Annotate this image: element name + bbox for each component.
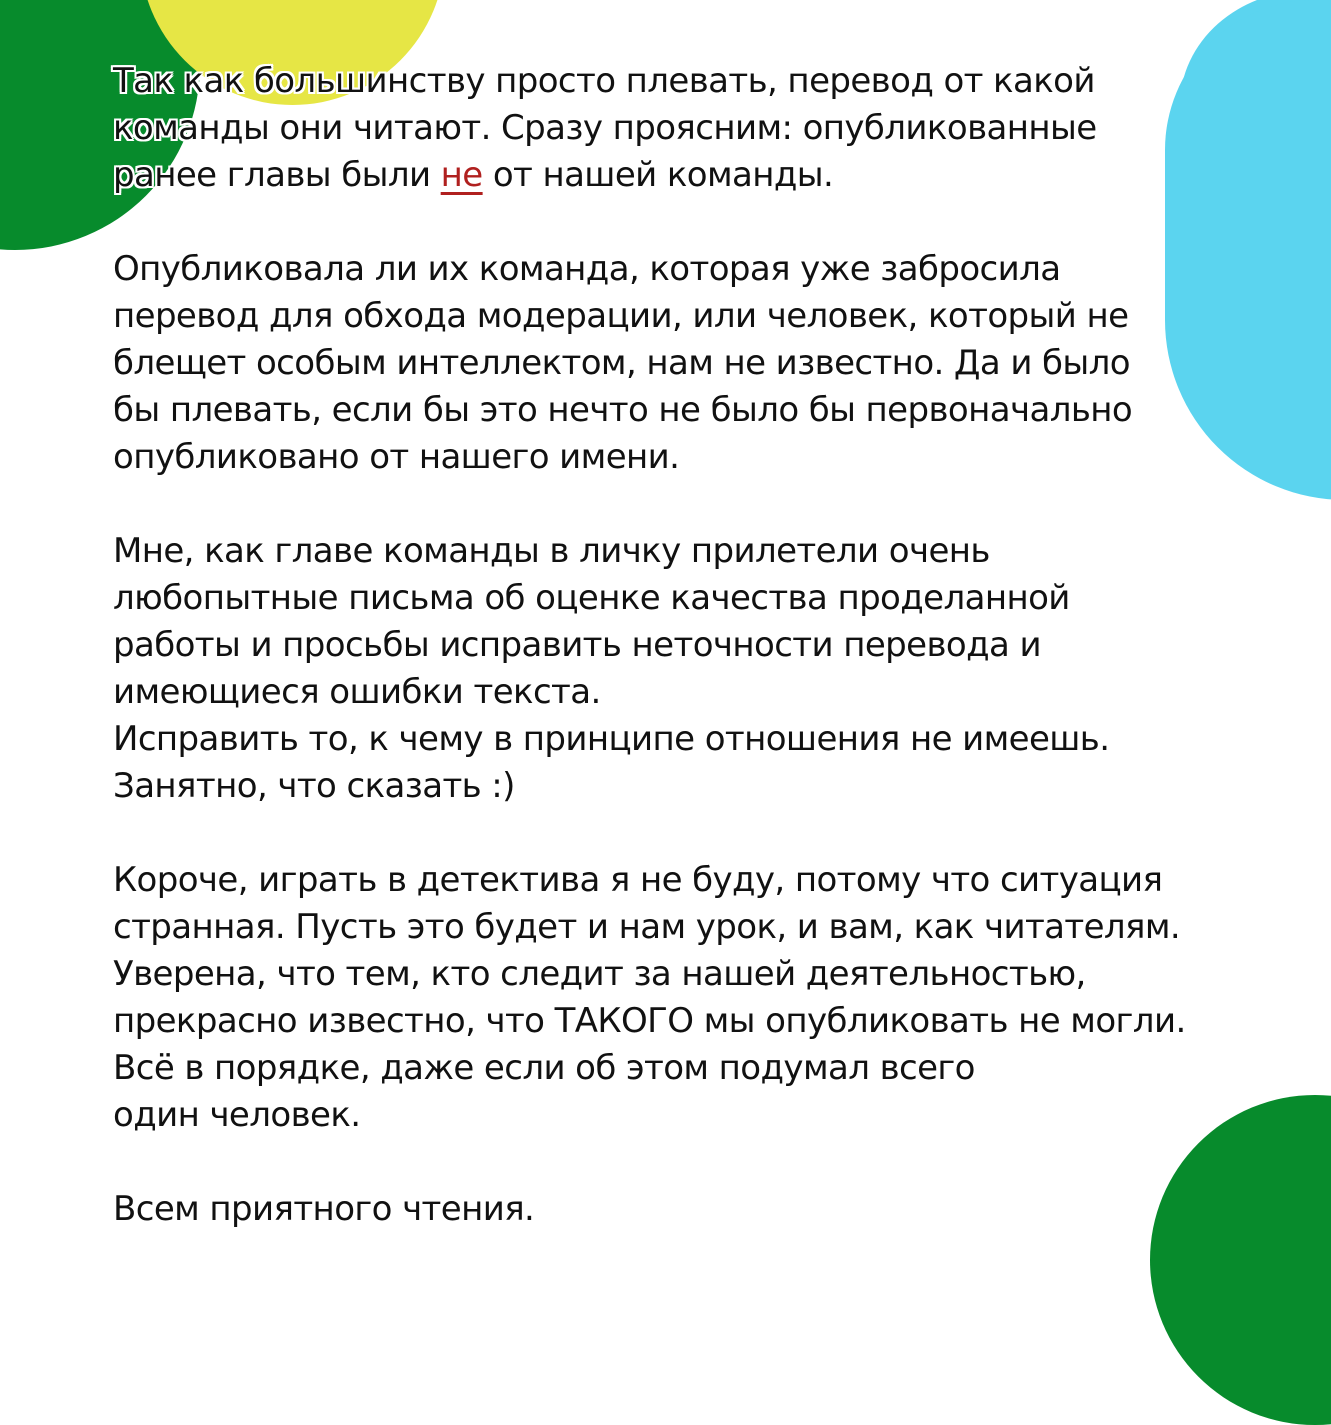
paragraph-intro-after: от нашей команды. <box>482 155 834 195</box>
paragraph-intro-before: Так как большинству просто плевать, перевод от какой команды они читают. Сразу проясним: опубликованные ранее главы были <box>113 61 1097 195</box>
paragraph-letters: Мне, как главе команды в личку прилетели очень любопытные письма об оценке качества проделанной работы и просьбы исправить неточности перевода и имеющиеся ошибки текста. Исправить то, к чему в принципе отношения не имеешь. Занятно, что сказать :) <box>113 531 1110 806</box>
emphasis-word: не <box>440 155 483 195</box>
paragraph-unknown-publisher: Опубликовала ли их команда, которая уже забросила перевод для обхода модерации, или человек, который не блещет особым интеллектом, нам не известно. Да и было бы плевать, если бы это нечто не было бы первоначально опубликовано от нашего имени. <box>113 249 1133 477</box>
paragraph-closing: Всем приятного чтения. <box>113 1189 535 1229</box>
announcement-text <box>113 58 1303 1280</box>
paragraph-intro <box>113 58 1303 199</box>
paragraph-conclusion: Короче, играть в детектива я не буду, потому что ситуация странная. Пусть это будет и нам урок, и вам, как читателям. Уверена, что тем, кто следит за нашей деятельностью, прекрасно известно, что ТАКОГО мы опубликовать не могли. Всё в порядке, даже если об этом подумал всего один человек. <box>113 860 1186 1135</box>
